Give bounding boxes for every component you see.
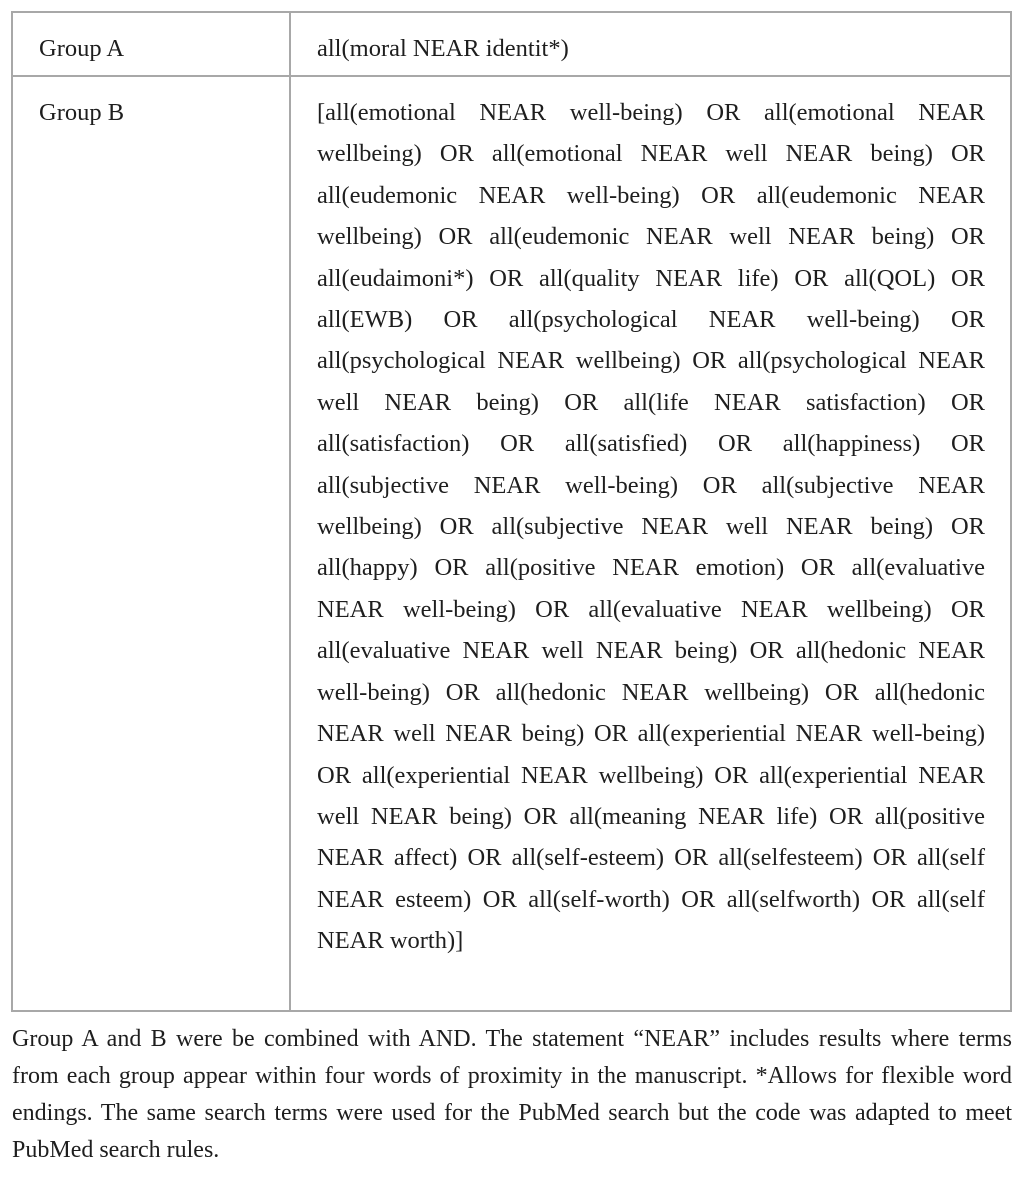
- search-terms-table-container: [11, 11, 1012, 1012]
- table-footnote: Group A and B were be combined with AND. The statement “NEAR” includes results where terms from each group appear within four words of proximity in the manuscript. *Allows for flexible word endings. The same search terms were used for the PubMed search but the code was adapted to meet PubMed search rules.: [12, 1026, 1012, 1163]
- group-a-label: Group A: [12, 12, 290, 76]
- table-row-group-a: [12, 12, 1011, 76]
- group-b-label: Group B: [12, 76, 290, 1011]
- group-a-terms: all(moral NEAR identit*): [290, 12, 1011, 76]
- group-b-terms: [all(emotional NEAR well-being) OR all(emotional NEAR wellbeing) OR all(emotional NEAR well NEAR being) OR all(eudemonic NEAR well-being) OR all(eudemonic NEAR wellbeing) OR all(eudemonic NEAR well NEAR being) OR all(eudaimoni*) OR all(quality NEAR life) OR all(QOL) OR all(EWB) OR all(psychological NEAR well-being) OR all(psychological NEAR wellbeing) OR all(psychological NEAR well NEAR being) OR all(life NEAR satisfaction) OR all(satisfaction) OR all(satisfied) OR all(happiness) OR all(subjective NEAR well-being) OR all(subjective NEAR wellbeing) OR all(subjective NEAR well NEAR being) OR all(happy) OR all(positive NEAR emotion) OR all(evaluative NEAR well-being) OR all(evaluative NEAR wellbeing) OR all(evaluative NEAR well NEAR being) OR all(hedonic NEAR well-being) OR all(hedonic NEAR wellbeing) OR all(hedonic NEAR well NEAR being) OR all(experiential NEAR well-being) OR all(experiential NEAR wellbeing) OR all(experiential NEAR well NEAR being) OR all(meaning NEAR life) OR all(positive NEAR affect) OR all(self-esteem) OR all(selfesteem) OR all(self NEAR esteem) OR all(self-worth) OR all(selfworth) OR all(self NEAR worth)]: [290, 76, 1011, 1011]
- search-terms-table: [11, 11, 1012, 1012]
- table-row-group-b: [12, 76, 1011, 1011]
